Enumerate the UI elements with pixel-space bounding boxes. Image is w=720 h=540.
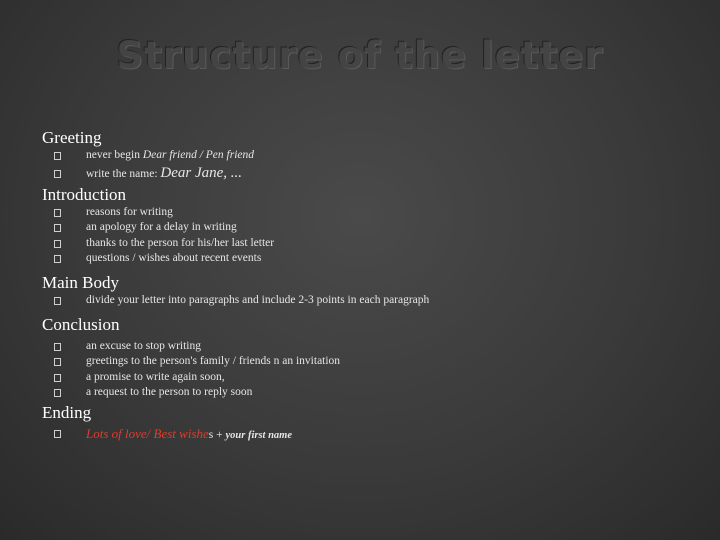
item-text: an excuse to stop writing [86, 339, 201, 352]
item-text: questions / wishes about recent events [86, 252, 262, 265]
section-introduction [42, 185, 702, 267]
square-bullet-icon [54, 170, 61, 178]
list-item [42, 251, 702, 267]
item-text: thanks to the person for his/her last letter [86, 236, 275, 249]
section-heading: Greeting [42, 128, 102, 147]
item-text: write the name: [86, 167, 161, 180]
bullet-list [42, 293, 702, 309]
square-bullet-icon [54, 358, 61, 366]
item-text: s + [208, 428, 226, 441]
square-bullet-icon [54, 224, 61, 232]
square-bullet-icon [54, 240, 61, 248]
item-text: greetings to the person's family / friends n an invitation [86, 355, 341, 368]
section-heading: Main Body [42, 272, 119, 292]
section-conclusion [42, 315, 702, 401]
square-bullet-icon [54, 343, 61, 351]
bullet-list [42, 205, 702, 267]
square-bullet-icon [54, 152, 61, 160]
list-item [42, 370, 702, 386]
item-text: divide your letter into paragraphs and include 2-3 points in each paragraph [86, 293, 430, 306]
section-ending [42, 403, 702, 443]
list-item [42, 205, 702, 221]
slide-title: Structure of the letter [116, 34, 604, 77]
list-item [42, 293, 702, 309]
square-bullet-icon [54, 255, 61, 263]
item-text: a request to the person to reply soon [86, 386, 253, 399]
item-text: never begin [86, 149, 143, 161]
section-greeting [42, 128, 702, 183]
item-text: a promise to write again soon, [86, 370, 225, 383]
list-item [42, 236, 702, 252]
list-item [42, 354, 702, 370]
section-heading: Conclusion [42, 314, 120, 334]
list-item [42, 425, 702, 443]
bullet-list [42, 425, 702, 443]
section-main-body [42, 273, 702, 309]
item-text: an apology for a delay in writing [86, 221, 237, 234]
square-bullet-icon [54, 430, 61, 438]
section-heading: Ending [42, 402, 92, 422]
list-item [42, 220, 702, 236]
list-item [42, 385, 702, 401]
square-bullet-icon [54, 374, 61, 382]
item-text-bold: your first name [225, 429, 293, 441]
square-bullet-icon [54, 389, 61, 397]
list-item [42, 148, 702, 164]
slide-content [42, 128, 702, 445]
square-bullet-icon [54, 297, 61, 305]
list-item [42, 339, 702, 355]
list-item [42, 164, 702, 183]
item-text-italic: Dear friend / Pen friend [142, 149, 254, 161]
bullet-list [42, 339, 702, 401]
section-heading: Introduction [42, 184, 127, 204]
item-text: reasons for writing [86, 205, 173, 218]
bullet-list [42, 148, 702, 183]
item-text-large: Dear Jane, ... [160, 164, 243, 181]
item-text-red: Lots of love/ Best wishe [86, 425, 209, 441]
square-bullet-icon [54, 209, 61, 217]
